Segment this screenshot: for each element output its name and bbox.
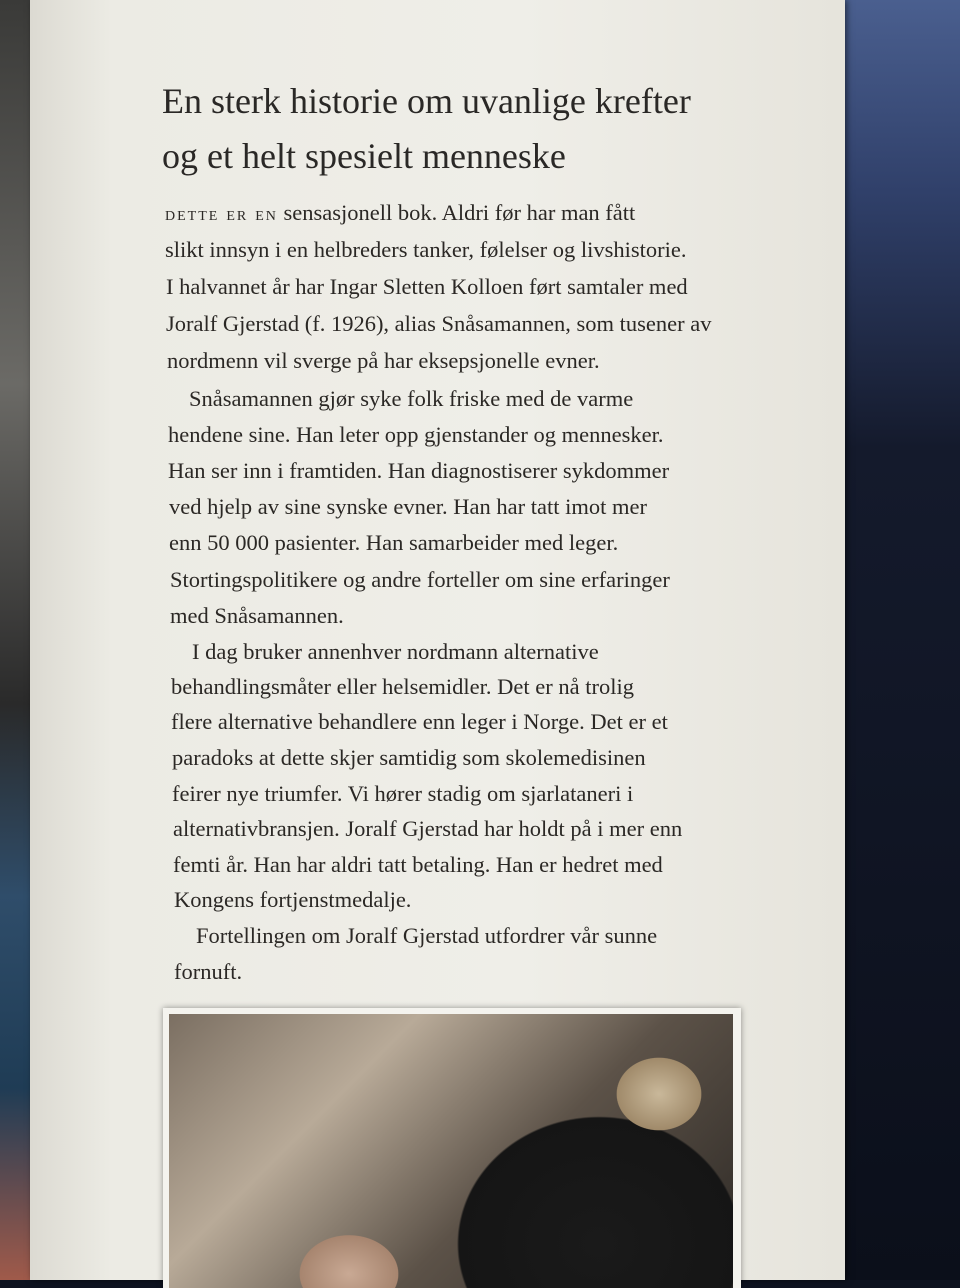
blurb-line: enn 50 000 pasienter. Han samarbeider med leger.	[169, 530, 619, 555]
blurb-line: feirer nye triumfer. Vi hører stadig om sjarlataneri i	[172, 781, 634, 806]
blurb-line: behandlingsmåter eller helsemidler. Det er nå trolig	[171, 674, 634, 699]
blurb-line: Han ser inn i framtiden. Han diagnostiserer sykdommer	[168, 458, 670, 483]
blurb-line: I halvannet år har Ingar Sletten Kolloen ført samtaler med	[166, 274, 688, 299]
blurb-line: flere alternative behandlere enn leger i Norge. Det er et	[171, 709, 668, 734]
blurb-line: Kongens fortjenstmedalje.	[174, 887, 412, 912]
blurb-line: Stortingspolitikere og andre forteller om sine erfaringer	[170, 567, 670, 592]
blurb-line: Fortellingen om Joralf Gjerstad utfordrer vår sunne	[196, 923, 658, 948]
blurb-line: slikt innsyn i en helbreders tanker, følelser og livshistorie.	[165, 237, 687, 262]
background-right	[840, 0, 960, 1280]
blurb-line: hendene sine. Han leter opp gjenstander og mennesker.	[168, 422, 664, 447]
blurb-line: fornuft.	[174, 959, 243, 984]
blurb-line: Snåsamannen gjør syke folk friske med de varme	[189, 386, 634, 411]
blurb-line: Joralf Gjerstad (f. 1926), alias Snåsamannen, som tusener av	[166, 311, 712, 336]
cover-photo	[163, 1008, 741, 1288]
blurb-line: nordmenn vil sverge på har eksepsjonelle evner.	[167, 348, 600, 373]
headline-line-2: og et helt spesielt menneske	[162, 136, 566, 176]
blurb-line: paradoks at dette skjer samtidig som skolemedisinen	[172, 745, 646, 770]
blurb-line: alternativbransjen. Joralf Gjerstad har holdt på i mer enn	[173, 816, 683, 841]
blurb-line: ved hjelp av sine synske evner. Han har tatt imot mer	[169, 494, 647, 519]
blurb-line: femti år. Han har aldri tatt betaling. Han er hedret med	[173, 852, 663, 877]
blurb-line: I dag bruker annenhver nordmann alternative	[192, 639, 599, 664]
lead-small-caps: dette er en	[165, 203, 278, 225]
blurb-line: med Snåsamannen.	[170, 603, 344, 628]
blurb-line-text: sensasjonell bok. Aldri før har man fått	[277, 200, 636, 225]
blurb-line	[165, 200, 635, 226]
headline-line-1: En sterk historie om uvanlige krefter	[162, 81, 691, 121]
